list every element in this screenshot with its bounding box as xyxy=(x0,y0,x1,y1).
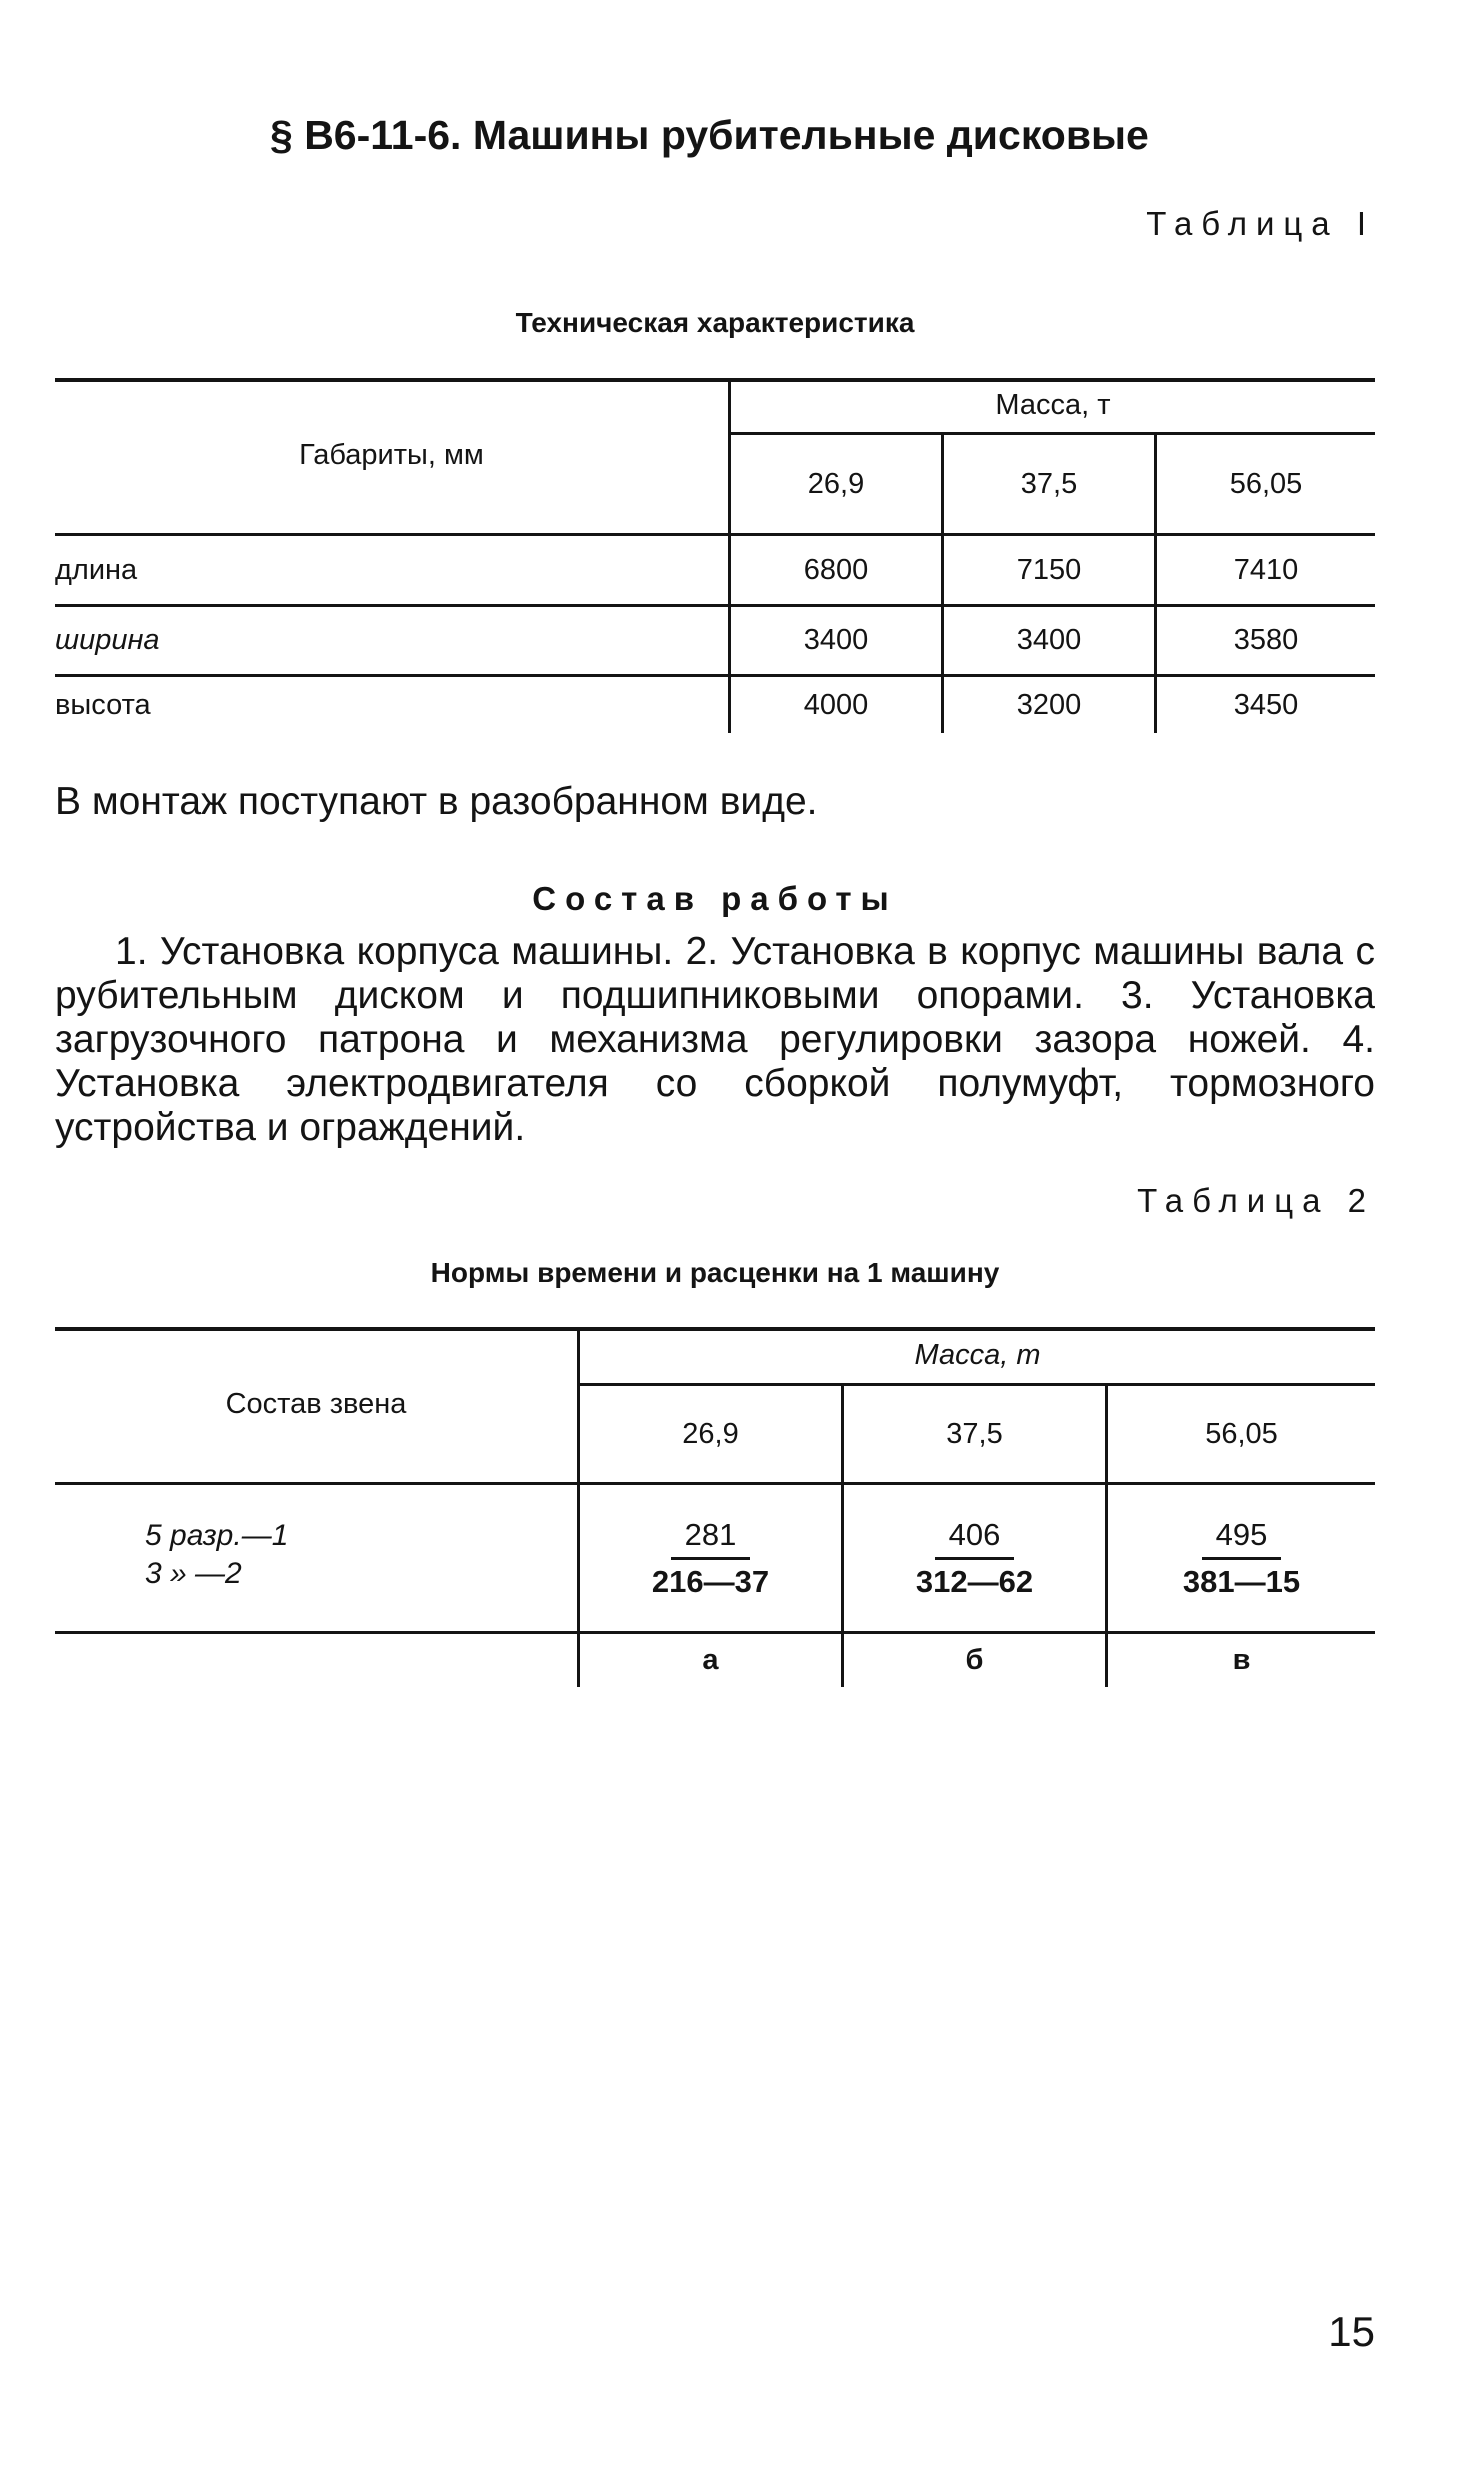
table1-row-label: ширина xyxy=(55,624,160,656)
table1-cell: 3400 xyxy=(1016,624,1082,656)
table1-cell: 3400 xyxy=(803,624,869,656)
table2-col-header: 37,5 xyxy=(946,1417,1003,1450)
table1-cell: 3450 xyxy=(1233,688,1299,721)
crew-line: 3 » —2 xyxy=(145,1557,242,1590)
table1-caption: Техническая характеристика xyxy=(515,307,915,338)
table1-row-label: высота xyxy=(55,688,151,721)
column-letter: а xyxy=(702,1644,719,1676)
table1-row-header: Габариты, мм xyxy=(299,439,484,471)
table1-cell: 3200 xyxy=(1016,688,1082,721)
assembly-note: В монтаж поступают в разобранном виде. xyxy=(55,780,818,823)
section-heading: § В6-11-6. Машины рубительные дисковые xyxy=(270,112,1149,158)
norm-cell xyxy=(580,1485,841,1631)
work-composition-title: Состав работы xyxy=(532,880,898,917)
page-number: 15 xyxy=(1328,2308,1375,2355)
table2-caption: Нормы времени и расценки на 1 машину xyxy=(430,1257,1000,1288)
time-norm: 281 xyxy=(671,1517,751,1560)
price-rate: 312—62 xyxy=(915,1563,1034,1599)
norm-cell xyxy=(1108,1485,1375,1631)
column-letter: в xyxy=(1232,1644,1251,1676)
table1-col-header: 37,5 xyxy=(1020,467,1078,500)
table2-row-header: Состав звена xyxy=(225,1388,407,1420)
norm-cell xyxy=(844,1485,1105,1631)
technical-characteristics-table xyxy=(55,378,1375,733)
crew-composition xyxy=(145,1517,288,1593)
column-letter: б xyxy=(965,1644,984,1676)
table1-row-label: длина xyxy=(55,553,138,586)
work-composition-text: 1. Установка корпуса машины. 2. Установка в корпус машины вала с рубительным диском и подшипниковыми опорами. 3. Установка загрузочного патрона и механизма регулировки зазора ножей. 4. Установка электродвигателя со сборкой полумуфт, тормозного устройства и ограждений. xyxy=(55,930,1375,1149)
table2-label: Таблица 2 xyxy=(1137,1182,1375,1219)
table1-col-header: 56,05 xyxy=(1229,467,1303,500)
table1-cell: 7150 xyxy=(1016,553,1082,586)
table1-label: Таблица I xyxy=(1146,205,1375,242)
table2-col-header: 56,05 xyxy=(1205,1417,1278,1450)
crew-line: 5 разр.—1 xyxy=(145,1519,289,1552)
table1-cell: 7410 xyxy=(1233,553,1299,586)
table1-cell: 3580 xyxy=(1233,624,1299,656)
table1-cell: 4000 xyxy=(803,688,869,721)
table2-col-header: 26,9 xyxy=(682,1417,739,1450)
table1-group-header: Масса, т xyxy=(995,388,1111,421)
table2-group-header: Масса, т xyxy=(914,1338,1041,1371)
time-norm: 495 xyxy=(1202,1517,1282,1560)
table1-col-header: 26,9 xyxy=(807,467,865,500)
time-norm: 406 xyxy=(935,1517,1015,1560)
price-rate: 216—37 xyxy=(651,1563,770,1599)
table1-cell: 6800 xyxy=(803,553,869,586)
price-rate: 381—15 xyxy=(1182,1563,1301,1599)
time-norms-table xyxy=(55,1327,1375,1687)
